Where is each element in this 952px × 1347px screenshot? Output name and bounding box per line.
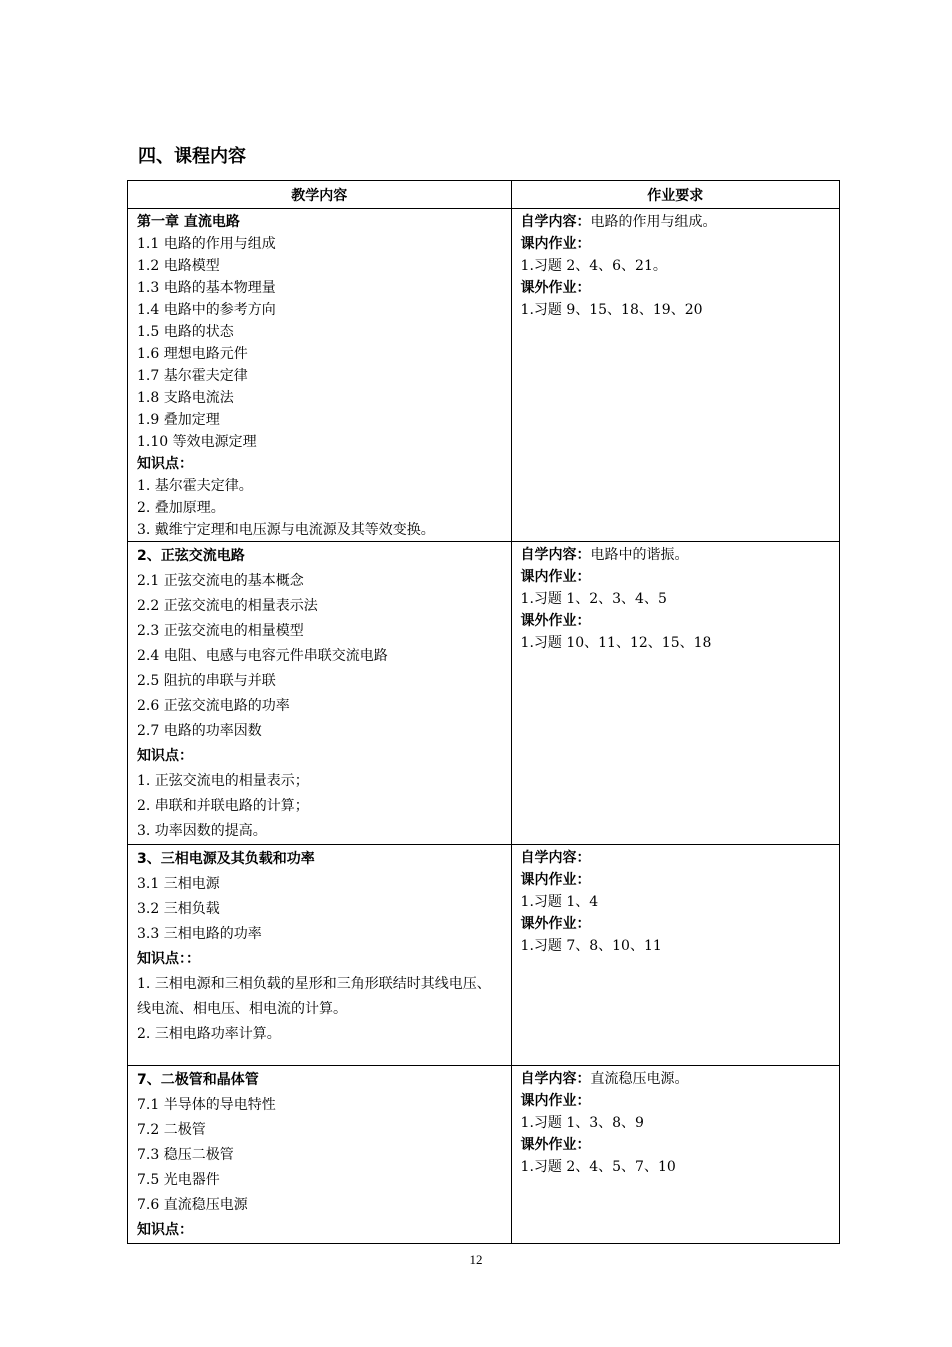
after-class-homework-label: 课外作业： <box>520 613 591 629</box>
section-item: 2.1 正弦交流电的基本概念 <box>137 573 304 589</box>
table-header-row <box>128 181 840 209</box>
after-class-homework-label: 课外作业： <box>520 916 591 932</box>
section-item: 2.2 正弦交流电的相量表示法 <box>137 598 318 614</box>
section-item: 2.6 正弦交流电路的功率 <box>137 698 290 714</box>
section-item: 1.6 理想电路元件 <box>137 346 248 362</box>
teaching-content-cell <box>128 209 512 542</box>
section-item: 2.3 正弦交流电的相量模型 <box>137 623 304 639</box>
section-item: 1.3 电路的基本物理量 <box>137 280 276 296</box>
after-class-homework-label: 课外作业： <box>520 1137 591 1153</box>
table-row <box>128 209 840 542</box>
section-item: 2.4 电阻、电感与电容元件串联交流电路 <box>137 648 388 664</box>
in-class-homework-label: 课内作业： <box>520 569 591 585</box>
section-item: 7.6 直流稳压电源 <box>137 1197 248 1213</box>
homework-cell <box>511 845 839 1066</box>
section-item: 1.4 电路中的参考方向 <box>137 302 276 318</box>
in-class-homework-label: 课内作业： <box>520 872 591 888</box>
teaching-content-cell <box>128 542 512 845</box>
in-class-homework-label: 课内作业： <box>520 1093 591 1109</box>
in-class-homework: 1.习题 2、4、6、21。 <box>520 258 667 274</box>
section-item: 1.1 电路的作用与组成 <box>137 236 276 252</box>
table-row <box>128 1066 840 1244</box>
section-item: 2.5 阻抗的串联与并联 <box>137 673 276 689</box>
knowledge-point: 2. 串联和并联电路的计算； <box>137 798 309 814</box>
homework-cell <box>511 209 839 542</box>
in-class-homework: 1.习题 1、2、3、4、5 <box>520 591 667 607</box>
knowledge-point: 1. 正弦交流电的相量表示； <box>137 773 309 789</box>
chapter-title: 7、二极管和晶体管 <box>137 1072 259 1088</box>
section-item: 1.9 叠加定理 <box>137 412 220 428</box>
table-row <box>128 542 840 845</box>
section-item: 2.7 电路的功率因数 <box>137 723 262 739</box>
self-study-text: 电路中的谐振。 <box>590 547 689 563</box>
after-class-homework-label: 课外作业： <box>520 280 591 296</box>
section-item: 1.2 电路模型 <box>137 258 220 274</box>
after-class-homework: 1.习题 10、11、12、15、18 <box>520 635 712 651</box>
section-item: 1.5 电路的状态 <box>137 324 234 340</box>
after-class-homework: 1.习题 2、4、5、7、10 <box>520 1159 676 1175</box>
course-content-table <box>127 180 840 1244</box>
section-item: 7.1 半导体的导电特性 <box>137 1097 276 1113</box>
knowledge-points-label: 知识点： <box>137 1222 193 1238</box>
chapter-title: 第一章 直流电路 <box>137 214 240 230</box>
knowledge-point: 1. 三相电源和三相负载的星形和三角形联结时其线电压、线电流、相电压、相电流的计算。 <box>137 976 491 1017</box>
self-study-label: 自学内容： <box>520 1071 591 1087</box>
chapter-title: 3、三相电源及其负载和功率 <box>137 851 315 867</box>
section-item: 1.7 基尔霍夫定律 <box>137 368 248 384</box>
section-heading: 四、课程内容 <box>138 146 246 167</box>
table-row <box>128 845 840 1066</box>
homework-cell <box>511 1066 839 1244</box>
homework-cell <box>511 542 839 845</box>
knowledge-points-label: 知识点： <box>137 456 193 472</box>
section-item: 1.8 支路电流法 <box>137 390 234 406</box>
self-study-label: 自学内容： <box>520 850 591 866</box>
self-study-label: 自学内容： <box>520 547 591 563</box>
in-class-homework: 1.习题 1、3、8、9 <box>520 1115 644 1131</box>
teaching-content-cell <box>128 845 512 1066</box>
after-class-homework: 1.习题 7、8、10、11 <box>520 938 662 954</box>
in-class-homework: 1.习题 1、4 <box>520 894 599 910</box>
section-item: 3.3 三相电路的功率 <box>137 926 262 942</box>
knowledge-point: 1. 基尔霍夫定律。 <box>137 478 253 494</box>
section-item: 7.2 二极管 <box>137 1122 206 1138</box>
knowledge-point: 3. 戴维宁定理和电压源与电流源及其等效变换。 <box>137 522 435 538</box>
self-study-text: 直流稳压电源。 <box>590 1071 689 1087</box>
chapter-title: 2、正弦交流电路 <box>137 548 245 564</box>
section-item: 1.10 等效电源定理 <box>137 434 257 450</box>
section-item: 7.5 光电器件 <box>137 1172 220 1188</box>
page-number: 12 <box>469 1252 483 1267</box>
in-class-homework-label: 课内作业： <box>520 236 591 252</box>
section-item: 3.1 三相电源 <box>137 876 220 892</box>
knowledge-point: 2. 三相电路功率计算。 <box>137 1026 281 1042</box>
self-study-label: 自学内容： <box>520 214 591 230</box>
header-homework-requirements: 作业要求 <box>511 181 839 209</box>
after-class-homework: 1.习题 9、15、18、19、20 <box>520 302 703 318</box>
knowledge-point: 2. 叠加原理。 <box>137 500 225 516</box>
section-item: 7.3 稳压二极管 <box>137 1147 234 1163</box>
knowledge-points-label: 知识点： <box>137 748 193 764</box>
section-item: 3.2 三相负载 <box>137 901 220 917</box>
knowledge-point: 3. 功率因数的提高。 <box>137 823 267 839</box>
knowledge-points-label: 知识点：： <box>137 951 200 967</box>
self-study-text: 电路的作用与组成。 <box>590 214 717 230</box>
teaching-content-cell <box>128 1066 512 1244</box>
header-teaching-content: 教学内容 <box>128 181 512 209</box>
